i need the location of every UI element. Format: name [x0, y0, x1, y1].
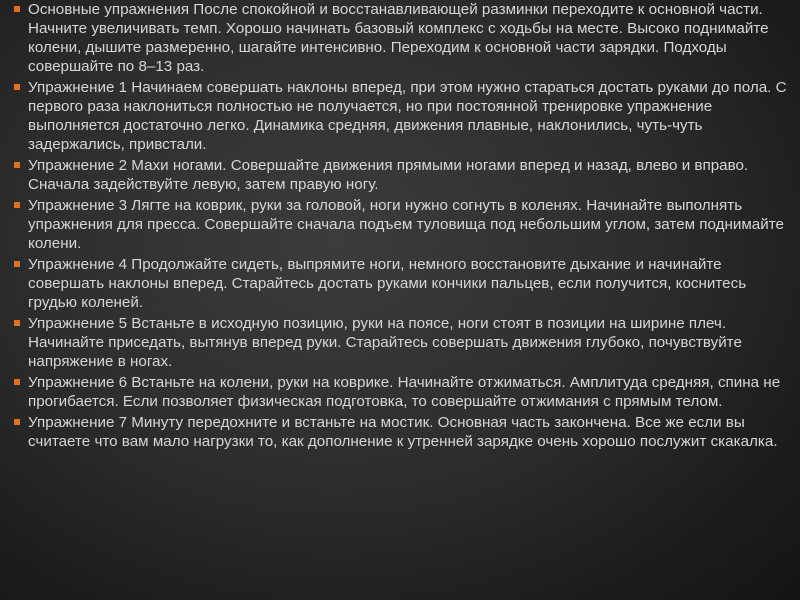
bullet-item-exercise-1 [14, 78, 790, 154]
bullet-item-exercise-6 [14, 373, 790, 411]
square-bullet-icon [14, 162, 20, 168]
square-bullet-icon [14, 261, 20, 267]
square-bullet-icon [14, 320, 20, 326]
square-bullet-icon [14, 379, 20, 385]
square-bullet-icon [14, 6, 20, 12]
bullet-text: Упражнение 7 Минуту передохните и встаньте на мостик. Основная часть закончена. Все же если вы считаете что вам мало нагрузки то, как дополнение к утренней зарядке очень хорошо послужит скакалка. [28, 414, 778, 450]
square-bullet-icon [14, 202, 20, 208]
bullet-text: Упражнение 2 Махи ногами. Совершайте движения прямыми ногами вперед и назад, влево и вправо. Сначала задействуйте левую, затем правую ногу. [28, 157, 749, 193]
bullet-item-exercise-3 [14, 196, 790, 253]
bullet-text: Упражнение 3 Лягте на коврик, руки за головой, ноги нужно согнуть в коленях. Начинайте выполнять упражнения для пресса. Совершайте сначала подъем туловища под небольшим углом, затем поднимайте колени. [28, 197, 784, 252]
square-bullet-icon [14, 419, 20, 425]
slide-content [14, 0, 790, 453]
bullet-text: Упражнение 4 Продолжайте сидеть, выпрямите ноги, немного восстановите дыхание и начинайте совершать наклоны вперед. Старайтесь достать руками кончики пальцев, если получится, коснитесь грудью коленей. [28, 256, 747, 311]
bullet-item-exercise-5 [14, 314, 790, 371]
bullet-item-exercise-2 [14, 156, 790, 194]
bullet-item-exercise-7 [14, 413, 790, 451]
bullet-item-exercise-4 [14, 255, 790, 312]
bullet-text: Упражнение 5 Встаньте в исходную позицию, руки на поясе, ноги стоят в позиции на ширине плеч. Начинайте приседать, вытянув вперед руки. Старайтесь совершать движения глубоко, почувствуйте напряжение в ногах. [28, 315, 742, 370]
bullet-text: Основные упражнения После спокойной и восстанавливающей разминки переходите к основной части. Начните увеличивать темп. Хорошо начинать базовый комплекс с ходьбы на месте. Высоко поднимайте колени, дышите размеренно, шагайте интенсивно. Переходим к основной части зарядки. Подходы совершайте по 8–13 раз. [28, 1, 769, 75]
square-bullet-icon [14, 84, 20, 90]
bullet-text: Упражнение 1 Начинаем совершать наклоны вперед, при этом нужно стараться достать руками до пола. С первого раза наклониться полностью не получается, но при постоянной тренировке упражнение выполняется достаточно легко. Динамика средняя, движения плавные, наклонились, чуть-чуть задержались, привстали. [28, 79, 787, 153]
bullet-text: Упражнение 6 Встаньте на колени, руки на коврике. Начинайте отжиматься. Амплитуда средняя, спина не прогибается. Если позволяет физическая подготовка, то совершайте отжимания с прямым телом. [28, 374, 781, 410]
bullet-item-intro [14, 0, 790, 76]
exercise-bullet-list [14, 0, 790, 451]
